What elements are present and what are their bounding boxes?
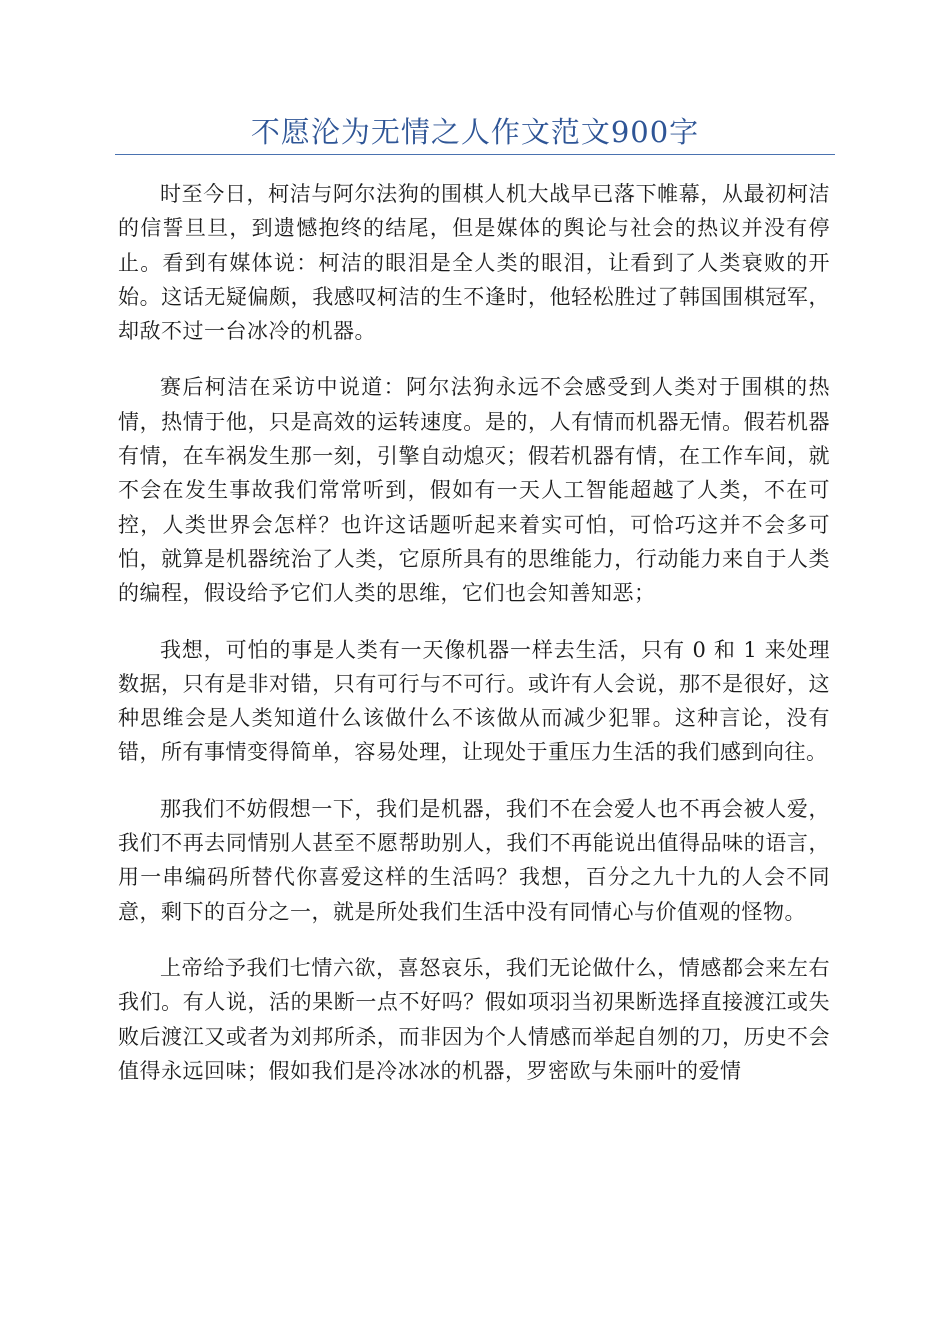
document-title: 不愿沦为无情之人作文范文900字 (250, 115, 700, 149)
paragraph-1: 时至今日，柯洁与阿尔法狗的围棋人机大战早已落下帷幕，从最初柯洁的信誓旦旦，到遗憾抱终的结尾，但是媒体的舆论与社会的热议并没有停止。看到有媒体说：柯洁的眼泪是全人类的眼泪，让看到了人类衰败的开始。这话无疑偏颇，我感叹柯洁的生不逢时，他轻松胜过了韩国围棋冠军，却敌不过一台冰冷的机器。 (118, 182, 830, 344)
paragraph-5: 上帝给予我们七情六欲，喜怒哀乐，我们无论做什么，情感都会来左右我们。有人说，活的果断一点不好吗？假如项羽当初果断选择直接渡江或失败后渡江又或者为刘邦所杀，而非因为个人情感而举起自刎的刀，历史不会值得永远回味；假如我们是冷冰冰的机器，罗密欧与朱丽叶的爱情 (118, 955, 830, 1083)
paragraph-4: 那我们不妨假想一下，我们是机器，我们不在会爱人也不再会被人爱，我们不再去同情别人甚至不愿帮助别人，我们不再能说出值得品味的语言，用一串编码所替代你喜爱这样的生活吗？我想，百分之九十九的人会不同意，剩下的百分之一，就是所处我们生活中没有同情心与价值观的怪物。 (118, 796, 830, 924)
paragraph-2: 赛后柯洁在采访中说道：阿尔法狗永远不会感受到人类对于围棋的热情，热情于他，只是高效的运转速度。是的，人有情而机器无情。假若机器有情，在车祸发生那一刻，引擎自动熄灭；假若机器有情，在工作车间，就不会在发生事故我们常常听到，假如有一天人工智能超越了人类，不在可控，人类世界会怎样？也许这话题听起来着实可怕，可恰巧这并不会多可怕，就算是机器统治了人类，它原所具有的思维能力，行动能力来自于人类的编程，假设给予它们人类的思维，它们也会知善知恶； (118, 375, 830, 606)
document-body (118, 177, 830, 1110)
title-underline (115, 154, 835, 155)
paragraph-3: 我想，可怕的事是人类有一天像机器一样去生活，只有 0 和 1 来处理数据，只有是非对错，只有可行与不可行。或许有人会说，那不是很好，这种思维会是人类知道什么该做什么不该做从而减少犯罪。这种言论，没有错，所有事情变得简单，容易处理，让现处于重压力生活的我们感到向往。 (118, 637, 830, 765)
